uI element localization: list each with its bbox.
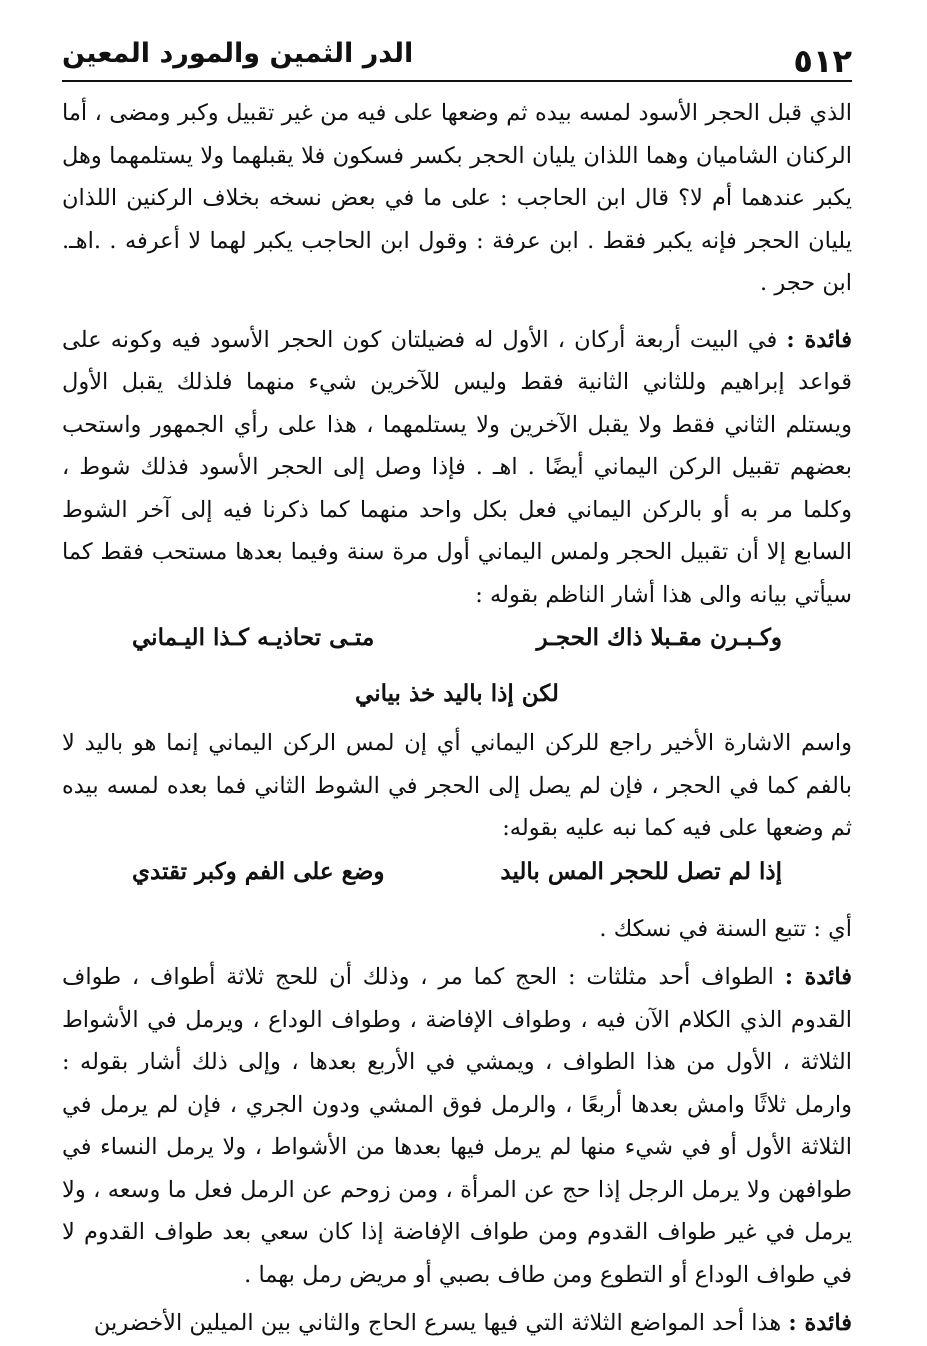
paragraph-5-text: الطواف أحد مثلثات : الحج كما مر ، وذلك أن للحج ثلاثة أطواف ، طواف القدوم الذي الكلام الآن فيه ، وطواف الإفاضة ، وطواف الوداع ، ويرمل في الأشواط الثلاثة ، الأول من هذا الطواف ، ويمشي في الأربع بعدها ، وإلى ذلك أشار بقوله : وارمل ثلاثًا وامش بعدها أربعًا ، والرمل فوق المشي ودون الجري ، فإن لم يرمل في الثلاثة الأول أو في شيء منها لم يرمل فيها بعدها من الأشواط ، ولا يرمل النساء في طوافهن ولا يرمل الرجل إذا حج عن المرأة ، ومن زوحم عن الرمل فعل ما وسعه ، ولا يرمل في غير طواف القدوم ومن طواف الإفاضة إذا كان سعي بعد طواف القدوم لا في طواف الوداع أو التطوع ومن طاف بصبي أو مريض رمل بهما . xyxy=(62,964,852,1288)
verse-1 xyxy=(62,616,852,660)
paragraph-3: واسم الاشارة الأخير راجع للركن اليماني أي إن لمس الركن اليماني إنما هو باليد لا بالفم كما في الحجر ، فإن لم يصل إلى الحجر في الشوط الثاني فما بعده لمسه بيده ثم وضعها على فيه كما نبه عليه بقوله: xyxy=(62,730,852,841)
paragraph-6 xyxy=(62,1302,852,1345)
paragraph-2-text: في البيت أربعة أركان ، الأول له فضيلتان كون الحجر الأسود فيه وكونه على قواعد إبراهيم وللثاني الثانية فقط وليس للآخرين شيء منهما فلذلك يقبل الأول ويستلم الثاني فقط ولا يقبل الآخرين ولا يستلمهما ، هذا على رأي الجمهور واستحب بعضهم تقبيل الركن اليماني أيضًا . اهـ . فإذا وصل إلى الحجر الأسود فذلك شوط ، وكلما مر به أو بالركن اليماني فعل بكل واحد منهما كما ذكرنا فيه إلى آخر الشوط السابع إلا أن تقبيل الحجر ولمس اليماني أول مرة سنة وفيما بعدها مستحب فقط كما سيأتي بيانه والى هذا أشار الناظم بقوله : xyxy=(62,326,852,608)
benefit-label: فائدة : xyxy=(784,964,852,990)
paragraph-2 xyxy=(62,319,852,617)
verse-1-first-hemistich: وكـبـرن مقـبلا ذاك الحجـر xyxy=(536,624,782,651)
benefit-label: فائدة : xyxy=(788,1310,852,1336)
verse-1-continuation: لكن إذا باليد خذ بياني xyxy=(355,680,559,707)
page-number: ٥١٢ xyxy=(793,42,852,80)
verse-2-second-hemistich: وضع على الفم وكبر تقتدي xyxy=(132,857,385,885)
paragraph-5 xyxy=(62,956,852,1296)
paragraph-1: الذي قبل الحجر الأسود لمسه بيده ثم وضعها على فيه من غير تقبيل وكبر ومضى ، أما الركنان الشاميان وهما اللذان يليان الحجر بكسر فسكون فلا يقبلهما ولا يستلمهما وهل يكبر عندهما أم لا؟ قال ابن الحاجب : على ما في بعض نسخه بخلاف الركنين اللذان يليان الحجر فإنه يكبر فقط . ابن عرفة : وقول ابن الحاجب يكبر لهما لا أعرفه . .اهـ. ابن حجر . xyxy=(62,100,852,296)
benefit-label: فائدة : xyxy=(786,326,852,353)
page-body xyxy=(62,92,852,1345)
page-header xyxy=(62,32,852,82)
book-title: الدر الثمين والمورد المعين xyxy=(62,38,414,69)
verse-1-second-hemistich: متـى تحاذيـه كـذا اليـماني xyxy=(132,624,375,651)
verse-2 xyxy=(62,850,852,894)
verse-2-first-hemistich: إذا لم تصل للحجر المس باليد xyxy=(500,857,782,885)
paragraph-4: أي : تتبع السنة في نسكك . xyxy=(599,915,852,942)
paragraph-6-text: هذا أحد المواضع الثلاثة التي فيها يسرع الحاج والثاني بين الميلين الأخضرين xyxy=(93,1310,782,1336)
